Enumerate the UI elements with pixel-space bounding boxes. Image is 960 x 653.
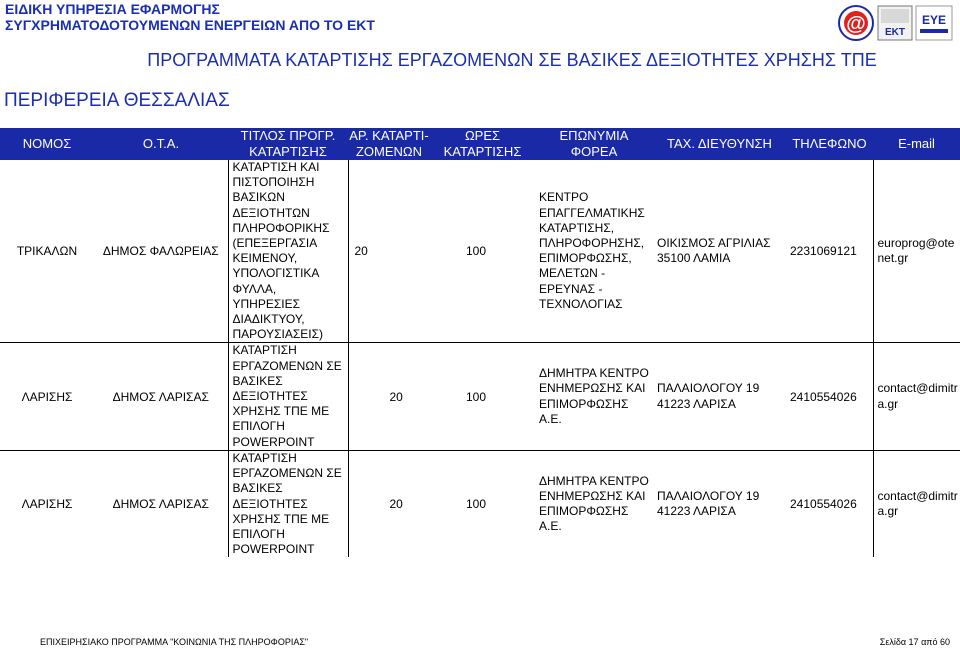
cell-hours: 100 (430, 450, 535, 557)
table-row (0, 343, 960, 450)
header-nomos: ΝΟΜΟΣ (0, 128, 94, 160)
footer-page-number: Σελίδα 17 από 60 (879, 637, 950, 647)
header-trainees-l1: ΑΡ. ΚΑΤΑΡΤΙ- (349, 128, 429, 143)
cell-trainees: 20 (348, 450, 430, 557)
header-hours (430, 128, 535, 160)
cell-provider: ΔΗΜΗΤΡΑ ΚΕΝΤΡΟ ΕΝΗΜΕΡΩΣΗΣ ΚΑΙ ΕΠΙΜΟΡΦΩΣΗΣ Α.Ε. (535, 450, 653, 557)
cell-trainees: 20 (348, 343, 430, 450)
header-provider (535, 128, 653, 160)
page-footer (0, 633, 960, 653)
cell-nomos: ΛΑΡΙΣΗΣ (0, 343, 94, 450)
cell-email: contact@dimitr a.gr (873, 343, 960, 450)
programs-table (0, 128, 960, 557)
header-provider-l2: ΦΟΡΕΑ (570, 144, 618, 159)
table-header-row (0, 128, 960, 160)
at-logo (839, 6, 873, 40)
cell-phone: 2410554026 (786, 343, 873, 450)
cell-address: ΠΑΛΑΙΟΛΟΓΟΥ 19 41223 ΛΑΡΙΣΑ (653, 343, 786, 450)
footer-program: ΕΠΙΧΕΙΡΗΣΙΑΚΟ ΠΡΟΓΡΑΜΜΑ "ΚΟΙΝΩΝΙΑ ΤΗΣ ΠΛΗΡΟΦΟΡΙΑΣ" (40, 637, 309, 647)
cell-email: contact@dimitr a.gr (873, 450, 960, 557)
cell-nomos: ΛΑΡΙΣΗΣ (0, 450, 94, 557)
header-title (228, 128, 348, 160)
header-trainees-l2: ΖΟΜΕΝΩΝ (355, 144, 423, 159)
page-title: ΠΡΟΓΡΑΜΜΑΤΑ ΚΑΤΑΡΤΙΣΗΣ ΕΡΓΑΖΟΜΕΝΩΝ ΣΕ ΒΑΣΙΚΕΣ ΔΕΞΙΟΤΗΤΕΣ ΧΡΗΣΗΣ ΤΠΕ (147, 50, 877, 70)
header-logos (836, 4, 954, 42)
header-title-l1: ΤΙΤΛΟΣ ΠΡΟΓΡ. (240, 128, 336, 143)
cell-ota: ΔΗΜΟΣ ΦΑΛΩΡΕΙΑΣ (102, 244, 219, 259)
cell-trainees: 20 (354, 244, 368, 259)
org-name-line1: ΕΙΔΙΚΗ ΥΠΗΡΕΣΙΑ ΕΦΑΡΜΟΓΗΣ (5, 1, 220, 17)
cell-title: ΚΑΤΑΡΤΙΣΗ ΕΡΓΑΖΟΜΕΝΩΝ ΣΕ ΒΑΣΙΚΕΣ ΔΕΞΙΟΤΗΤΕΣ ΧΡΗΣΗΣ ΤΠΕ ΜΕ ΕΠΙΛΟΓΗ POWERPOINT (228, 450, 348, 557)
header-trainees (348, 128, 430, 160)
table-row (0, 450, 960, 557)
region-title: ΠΕΡΙΦΕΡΕΙΑ ΘΕΣΣΑΛΙΑΣ (4, 90, 230, 111)
table-row (0, 160, 960, 343)
at-logo-text: @ (846, 13, 866, 35)
ekt-logo-text: ΕΚΤ (885, 27, 905, 38)
cell-email: europrog@ote net.gr (873, 160, 960, 343)
cell-phone: 2231069121 (790, 244, 857, 259)
cell-title: ΚΑΤΑΡΤΙΣΗ ΕΡΓΑΖΟΜΕΝΩΝ ΣΕ ΒΑΣΙΚΕΣ ΔΕΞΙΟΤΗΤΕΣ ΧΡΗΣΗΣ ΤΠΕ ΜΕ ΕΠΙΛΟΓΗ POWERPOINT (228, 343, 348, 450)
cell-phone: 2410554026 (786, 450, 873, 557)
header-email: E-mail (873, 128, 960, 160)
cell-hours: 100 (466, 244, 487, 259)
org-name-line2: ΣΥΓΧΡΗΜΑΤΟΔΟΤΟΥΜΕΝΩΝ ΕΝΕΡΓΕΙΩΝ ΑΠΟ ΤΟ ΕΚΤ (5, 17, 375, 33)
ekt-logo (878, 6, 912, 40)
cell-title: ΚΑΤΑΡΤΙΣΗ ΚΑΙ ΠΙΣΤΟΠΟΙΗΣΗ ΒΑΣΙΚΩΝ ΔΕΞΙΟΤΗΤΩΝ ΠΛΗΡΟΦΟΡΙΚΗΣ (ΕΠΕΞΕΡΓΑΣΙΑ ΚΕΙΜΕΝΟΥ, ΥΠΟΛΟΓΙΣΤΙΚΑ ΦΥΛΛΑ, ΥΠΗΡΕΣΙΕΣ ΔΙΑΔΙΚΤΥΟΥ, ΠΑΡΟΥΣΙΑΣΕΙΣ) (228, 160, 348, 343)
cell-ota: ΔΗΜΟΣ ΛΑΡΙΣΑΣ (94, 450, 228, 557)
cell-address: ΟΙΚΙΣΜΟΣ ΑΓΡΙΛΙΑΣ 35100 ΛΑΜΙΑ (657, 236, 771, 266)
cell-nomos: ΤΡΙΚΑΛΩΝ (16, 244, 78, 259)
cell-provider: ΚΕΝΤΡΟ ΕΠΑΓΓΕΛΜΑΤΙΚΗΣ ΚΑΤΑΡΤΙΣΗΣ, ΠΛΗΡΟΦΟΡΗΣΗΣ, ΕΠΙΜΟΡΦΩΣΗΣ, ΜΕΛΕΤΩΝ - ΕΡΕΥΝΑΣ - ΤΕΧΝΟΛΟΓΙΑΣ (539, 190, 645, 311)
eye-logo-text: ΕΥΕ (921, 13, 947, 27)
header-hours-l2: ΚΑΤΑΡΤΙΣΗΣ (443, 144, 522, 159)
organization-header (5, 1, 375, 33)
header-hours-l1: ΩΡΕΣ (464, 128, 501, 143)
cell-address: ΠΑΛΑΙΟΛΟΓΟΥ 19 41223 ΛΑΡΙΣΑ (653, 450, 786, 557)
cell-provider: ΔΗΜΗΤΡΑ ΚΕΝΤΡΟ ΕΝΗΜΕΡΩΣΗΣ ΚΑΙ ΕΠΙΜΟΡΦΩΣΗΣ Α.Ε. (535, 343, 653, 450)
cell-hours: 100 (430, 343, 535, 450)
header-address: ΤΑΧ. ΔΙΕΥΘΥΝΣΗ (653, 128, 786, 160)
header-provider-l1: ΕΠΩΝΥΜΙΑ (559, 128, 629, 143)
cell-ota: ΔΗΜΟΣ ΛΑΡΙΣΑΣ (94, 343, 228, 450)
header-ota: Ο.Τ.Α. (94, 128, 228, 160)
eye-logo (916, 6, 952, 40)
header-phone: ΤΗΛΕΦΩΝΟ (786, 128, 873, 160)
header-title-l2: ΚΑΤΑΡΤΙΣΗΣ (249, 144, 327, 159)
